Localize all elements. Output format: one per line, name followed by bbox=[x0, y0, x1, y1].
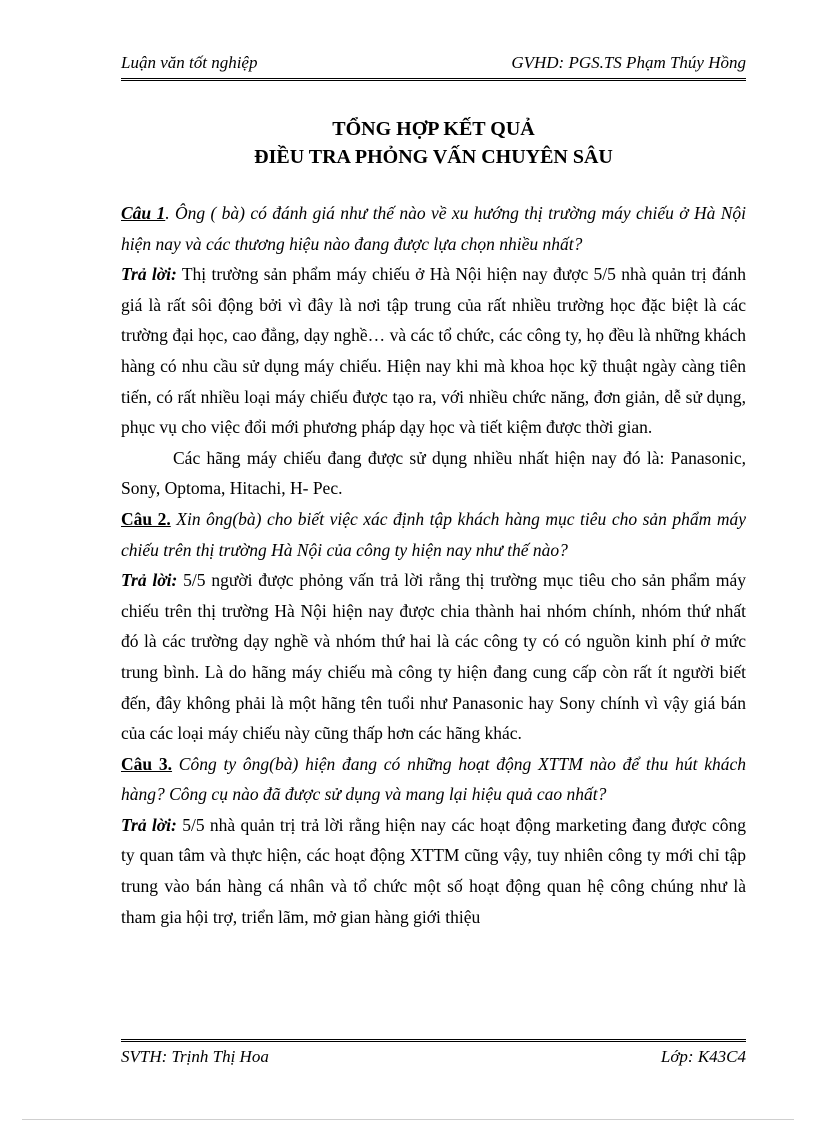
answer-2 bbox=[121, 565, 746, 749]
header-rule bbox=[121, 78, 746, 81]
footer-right: Lớp: K43C4 bbox=[660, 1047, 746, 1066]
page-bottom-edge bbox=[22, 1119, 794, 1120]
page-footer bbox=[121, 1047, 746, 1071]
answer-3 bbox=[121, 810, 746, 932]
footer-rule bbox=[121, 1039, 746, 1042]
footer-left: SVTH: Trịnh Thị Hoa bbox=[121, 1047, 269, 1066]
title-line-1: TỔNG HỢP KẾT QUẢ bbox=[332, 118, 535, 140]
answer-2-text: 5/5 người được phỏng vấn trả lời rằng thị trường mục tiêu cho sản phẩm máy chiếu trên thị trường Hà Nội hiện nay được chia thành hai nhóm chính, nhóm thứ nhất đó là các trường dạy nghề và nhóm thứ hai là các công ty có có nguồn kinh phí ở mức trung bình. Là do hãng máy chiếu mà công ty hiện đang cung cấp còn rất ít người biết đến, đây không phải là một hãng tên tuổi như Panasonic hay Sony chính vì vậy giá bán của các loại máy chiếu này cũng thấp hơn các hãng khác. bbox=[121, 570, 746, 744]
page-header bbox=[121, 53, 746, 77]
question-2-label: Câu 2. bbox=[121, 508, 171, 529]
question-2-text: Xin ông(bà) cho biết việc xác định tập khách hàng mục tiêu cho sản phẩm máy chiếu trên thị trường Hà Nội của công ty hiện nay như thế nào? bbox=[121, 508, 746, 560]
answer-1-text: Thị trường sản phẩm máy chiếu ở Hà Nội hiện nay được 5/5 nhà quản trị đánh giá là rất sôi động bởi vì đây là nơi tập trung của rất nhiều trường học đặc biệt là các trường đại học, cao đẳng, dạy nghề… và các tổ chức, các công ty, họ đều là những khách hàng có nhu cầu sử dụng máy chiếu. Hiện nay khi mà khoa học kỹ thuật ngày càng tiên tiến, có rất nhiều loại máy chiếu được tạo ra, với nhiều chức năng, đơn giản, dễ sử dụng, phục vụ cho việc đổi mới phương pháp dạy học và tiết kiệm được thời gian. bbox=[121, 264, 746, 438]
question-3-text: Công ty ông(bà) hiện đang có những hoạt động XTTM nào để thu hút khách hàng? Công cụ nào đã được sử dụng và mang lại hiệu quả cao nhất? bbox=[121, 753, 746, 805]
document-body bbox=[121, 198, 746, 932]
question-1-text: . Ông ( bà) có đánh giá như thế nào về xu hướng thị trường máy chiếu ở Hà Nội hiện nay và các thương hiệu nào đang được lựa chọn nhiều nhất? bbox=[121, 203, 746, 254]
answer-3-text: 5/5 nhà quản trị trả lời rằng hiện nay các hoạt động marketing đang được công ty quan tâm và thực hiện, các hoạt động XTTM cũng vậy, tuy nhiên công ty mới chỉ tập trung vào bán hàng cá nhân và tổ chức một số hoạt động quan hệ công chúng như là tham gia hội trợ, triển lãm, mở gian hàng giới thiệu bbox=[121, 814, 747, 927]
header-right: GVHD: PGS.TS Phạm Thúy Hồng bbox=[511, 53, 746, 72]
header-left: Luận văn tốt nghiệp bbox=[121, 53, 258, 72]
answer-1 bbox=[121, 259, 746, 443]
answer-3-label: Trả lời: bbox=[121, 814, 177, 835]
question-1-label: Câu 1 bbox=[121, 203, 166, 223]
question-3-label: Câu 3. bbox=[121, 753, 173, 774]
answer-2-label: Trả lời: bbox=[121, 570, 178, 591]
question-1 bbox=[121, 198, 746, 259]
title-line-2: ĐIỀU TRA PHỎNG VẤN CHUYÊN SÂU bbox=[254, 146, 613, 168]
question-3 bbox=[121, 749, 746, 810]
answer-1-continued: Các hãng máy chiếu đang được sử dụng nhiều nhất hiện nay đó là: Panasonic, Sony, Optoma, Hitachi, H- Pec. bbox=[121, 447, 746, 499]
answer-1-label: Trả lời: bbox=[121, 264, 177, 285]
question-2 bbox=[121, 504, 746, 565]
